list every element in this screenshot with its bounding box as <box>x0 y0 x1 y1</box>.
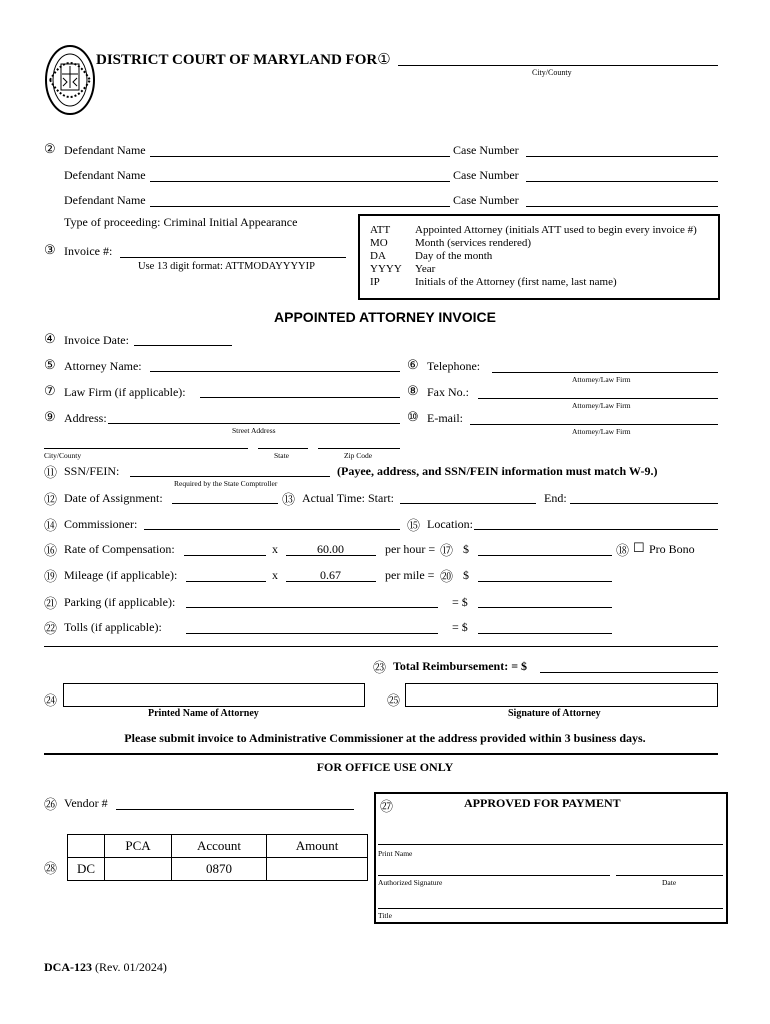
date-assignment-label: Date of Assignment: <box>64 491 163 505</box>
invoice-number-field[interactable] <box>120 257 346 258</box>
marker-14: ⑭ <box>44 518 58 533</box>
printed-name-box[interactable] <box>63 683 365 707</box>
approval-box <box>374 792 728 924</box>
attorney-name-label: Attorney Name: <box>64 359 142 373</box>
state-field[interactable] <box>258 448 308 449</box>
title-caption: Title <box>378 911 392 920</box>
table-header-row <box>68 835 368 858</box>
marker-18: ⑱ <box>616 543 630 558</box>
marker-20: ⑳ <box>440 569 454 584</box>
marker-19: ⑲ <box>44 569 58 584</box>
case-number-label-1: Case Number <box>453 143 519 157</box>
print-name-caption: Print Name <box>378 849 413 858</box>
per-mile-label: per mile = <box>385 568 435 582</box>
tolls-label: Tolls (if applicable): <box>64 620 162 634</box>
marker-25: ㉕ <box>387 693 401 708</box>
location-label: Location: <box>427 517 473 531</box>
location-field[interactable] <box>474 529 718 530</box>
table-header: PCA <box>105 835 172 858</box>
hourly-rate-value: 60.00 <box>317 542 344 556</box>
tolls-total-field[interactable] <box>478 633 612 634</box>
actual-time-label: Actual Time: Start: <box>302 491 395 505</box>
marker-23: ㉓ <box>373 660 387 675</box>
pro-bono-label: Pro Bono <box>649 542 695 556</box>
defendant-name-field-2[interactable] <box>150 181 450 182</box>
tolls-equals: = $ <box>452 620 468 634</box>
signature-box[interactable] <box>405 683 718 707</box>
marker-3: ③ <box>44 242 56 257</box>
table-header: Amount <box>267 835 368 858</box>
table-header: Account <box>172 835 267 858</box>
table-cell: DC <box>68 858 105 881</box>
currency-sign: $ <box>463 568 469 582</box>
marker-13: ⑬ <box>282 492 296 507</box>
commissioner-field[interactable] <box>144 529 400 530</box>
case-number-field-3[interactable] <box>526 206 718 207</box>
approval-date-field[interactable] <box>616 875 723 876</box>
end-time-field[interactable] <box>570 503 718 504</box>
state-caption: State <box>274 451 289 460</box>
date-caption: Date <box>662 878 677 887</box>
submit-note: Please submit invoice to Administrative Commissioner at the address provided within 3 business days. <box>124 731 646 745</box>
invoice-date-label: Invoice Date: <box>64 333 129 347</box>
marker-24: ㉔ <box>44 693 58 708</box>
zip-caption: Zip Code <box>344 451 373 460</box>
marker-16: ⑯ <box>44 543 58 558</box>
case-number-field-2[interactable] <box>526 181 718 182</box>
email-field[interactable] <box>470 424 718 425</box>
pca-table <box>67 834 368 881</box>
telephone-field[interactable] <box>492 372 718 373</box>
title-field[interactable] <box>378 908 723 909</box>
legend-row: ATT Appointed Attorney (initials ATT used to begin every invoice #) <box>370 224 697 236</box>
table-row <box>68 858 368 881</box>
marker-10: ⑩ <box>407 409 419 424</box>
proceeding-type: Type of proceeding: Criminal Initial Appearance <box>64 215 298 229</box>
total-field[interactable] <box>540 672 718 673</box>
form-title: APPOINTED ATTORNEY INVOICE <box>274 309 496 325</box>
city-county-caption: City/County <box>532 68 572 77</box>
invoice-date-field[interactable] <box>134 345 232 346</box>
parking-label: Parking (if applicable): <box>64 595 176 609</box>
marker-11: ⑪ <box>44 465 58 480</box>
vendor-field[interactable] <box>116 809 354 810</box>
marker-12: ⑫ <box>44 492 58 507</box>
mileage-total-field[interactable] <box>478 581 612 582</box>
print-name-field[interactable] <box>378 844 723 845</box>
signature-caption: Signature of Attorney <box>508 708 601 719</box>
table-cell: 0870 <box>172 858 267 881</box>
approved-title: APPROVED FOR PAYMENT <box>464 796 621 810</box>
marker-7: ⑦ <box>44 383 56 398</box>
marker-15: ⑮ <box>407 518 421 533</box>
ssn-field[interactable] <box>130 476 330 477</box>
telephone-label: Telephone: <box>427 359 481 373</box>
marker-28: ㉘ <box>44 861 58 876</box>
divider <box>44 646 718 647</box>
street-address-field[interactable] <box>108 423 400 424</box>
law-firm-label: Law Firm (if applicable): <box>64 385 186 399</box>
marker-4: ④ <box>44 331 56 346</box>
defendant-name-field-1[interactable] <box>150 156 450 157</box>
legend-row: YYYY Year <box>370 263 436 275</box>
vendor-label: Vendor # <box>64 796 108 810</box>
marker-22: ㉒ <box>44 621 58 636</box>
mileage-label: Mileage (if applicable): <box>64 568 178 582</box>
currency-sign: $ <box>463 542 469 556</box>
court-title: DISTRICT COURT OF MARYLAND FOR① <box>96 52 391 68</box>
ssn-caption: Required by the State Comptroller <box>174 479 278 488</box>
form-id: DCA-123 (Rev. 01/2024) <box>44 960 167 974</box>
marker-6: ⑥ <box>407 357 419 372</box>
fax-caption: Attorney/Law Firm <box>572 401 631 410</box>
defendant-name-label-1: Defendant Name <box>64 143 146 157</box>
marker-26: ㉖ <box>44 797 58 812</box>
table-header <box>68 835 105 858</box>
fax-label: Fax No.: <box>427 385 469 399</box>
rate-total-field[interactable] <box>478 555 612 556</box>
street-address-caption: Street Address <box>232 426 276 435</box>
hours-field[interactable] <box>184 555 266 556</box>
defendant-name-field-3[interactable] <box>150 206 450 207</box>
printed-name-caption: Printed Name of Attorney <box>148 708 259 719</box>
city-caption: City/County <box>44 451 82 460</box>
case-number-field-1[interactable] <box>526 156 718 157</box>
commissioner-label: Commissioner: <box>64 517 138 531</box>
court-seal <box>44 44 96 116</box>
date-assignment-field[interactable] <box>172 503 278 504</box>
miles-field[interactable] <box>186 581 266 582</box>
marker-17: ⑰ <box>440 543 454 558</box>
authorized-signature-caption: Authorized Signature <box>378 878 443 887</box>
fax-field[interactable] <box>478 398 718 399</box>
defendant-name-label-2: Defendant Name <box>64 168 146 182</box>
city-field[interactable] <box>44 448 248 449</box>
ssn-label: SSN/FEIN: <box>64 464 120 478</box>
attorney-name-field[interactable] <box>150 371 400 372</box>
legend-row: DA Day of the month <box>370 250 493 262</box>
multiply-sign: x <box>272 542 278 556</box>
email-caption: Attorney/Law Firm <box>572 427 631 436</box>
defendant-name-label-3: Defendant Name <box>64 193 146 207</box>
pro-bono-checkbox[interactable]: ☐ <box>633 540 645 555</box>
zip-field[interactable] <box>318 448 400 449</box>
invoice-format-legend <box>358 214 720 300</box>
multiply-sign: x <box>272 568 278 582</box>
rate-label: Rate of Compensation: <box>64 542 175 556</box>
marker-2: ② <box>44 141 56 156</box>
email-label: E-mail: <box>427 411 463 425</box>
case-number-label-3: Case Number <box>453 193 519 207</box>
marker-27: ㉗ <box>380 799 394 814</box>
office-divider <box>44 753 718 755</box>
parking-equals: = $ <box>452 595 468 609</box>
case-number-label-2: Case Number <box>453 168 519 182</box>
w9-note: (Payee, address, and SSN/FEIN information must match W-9.) <box>337 464 658 478</box>
table-cell[interactable] <box>105 858 172 881</box>
total-label: Total Reimbursement: = $ <box>393 659 528 673</box>
mileage-rate-value: 0.67 <box>320 568 341 582</box>
start-time-field[interactable] <box>400 503 536 504</box>
invoice-number-label: Invoice #: <box>64 244 113 258</box>
parking-desc-field[interactable] <box>186 607 438 608</box>
marker-8: ⑧ <box>407 383 419 398</box>
legend-row: MO Month (services rendered) <box>370 237 532 249</box>
invoice-number-hint: Use 13 digit format: ATTMODAYYYYIP <box>138 261 315 272</box>
law-firm-field[interactable] <box>200 397 400 398</box>
parking-total-field[interactable] <box>478 607 612 608</box>
per-hour-label: per hour = <box>385 542 436 556</box>
address-label: Address: <box>64 411 107 425</box>
office-use-title: FOR OFFICE USE ONLY <box>316 760 454 774</box>
city-county-field[interactable] <box>398 65 718 66</box>
tolls-desc-field[interactable] <box>186 633 438 634</box>
authorized-signature-field[interactable] <box>378 875 610 876</box>
marker-9: ⑨ <box>44 409 56 424</box>
legend-row: IP Initials of the Attorney (first name, last name) <box>370 276 617 288</box>
end-time-label: End: <box>544 491 567 505</box>
table-cell[interactable] <box>267 858 368 881</box>
marker-5: ⑤ <box>44 357 56 372</box>
telephone-caption: Attorney/Law Firm <box>572 375 631 384</box>
marker-21: ㉑ <box>44 596 58 611</box>
